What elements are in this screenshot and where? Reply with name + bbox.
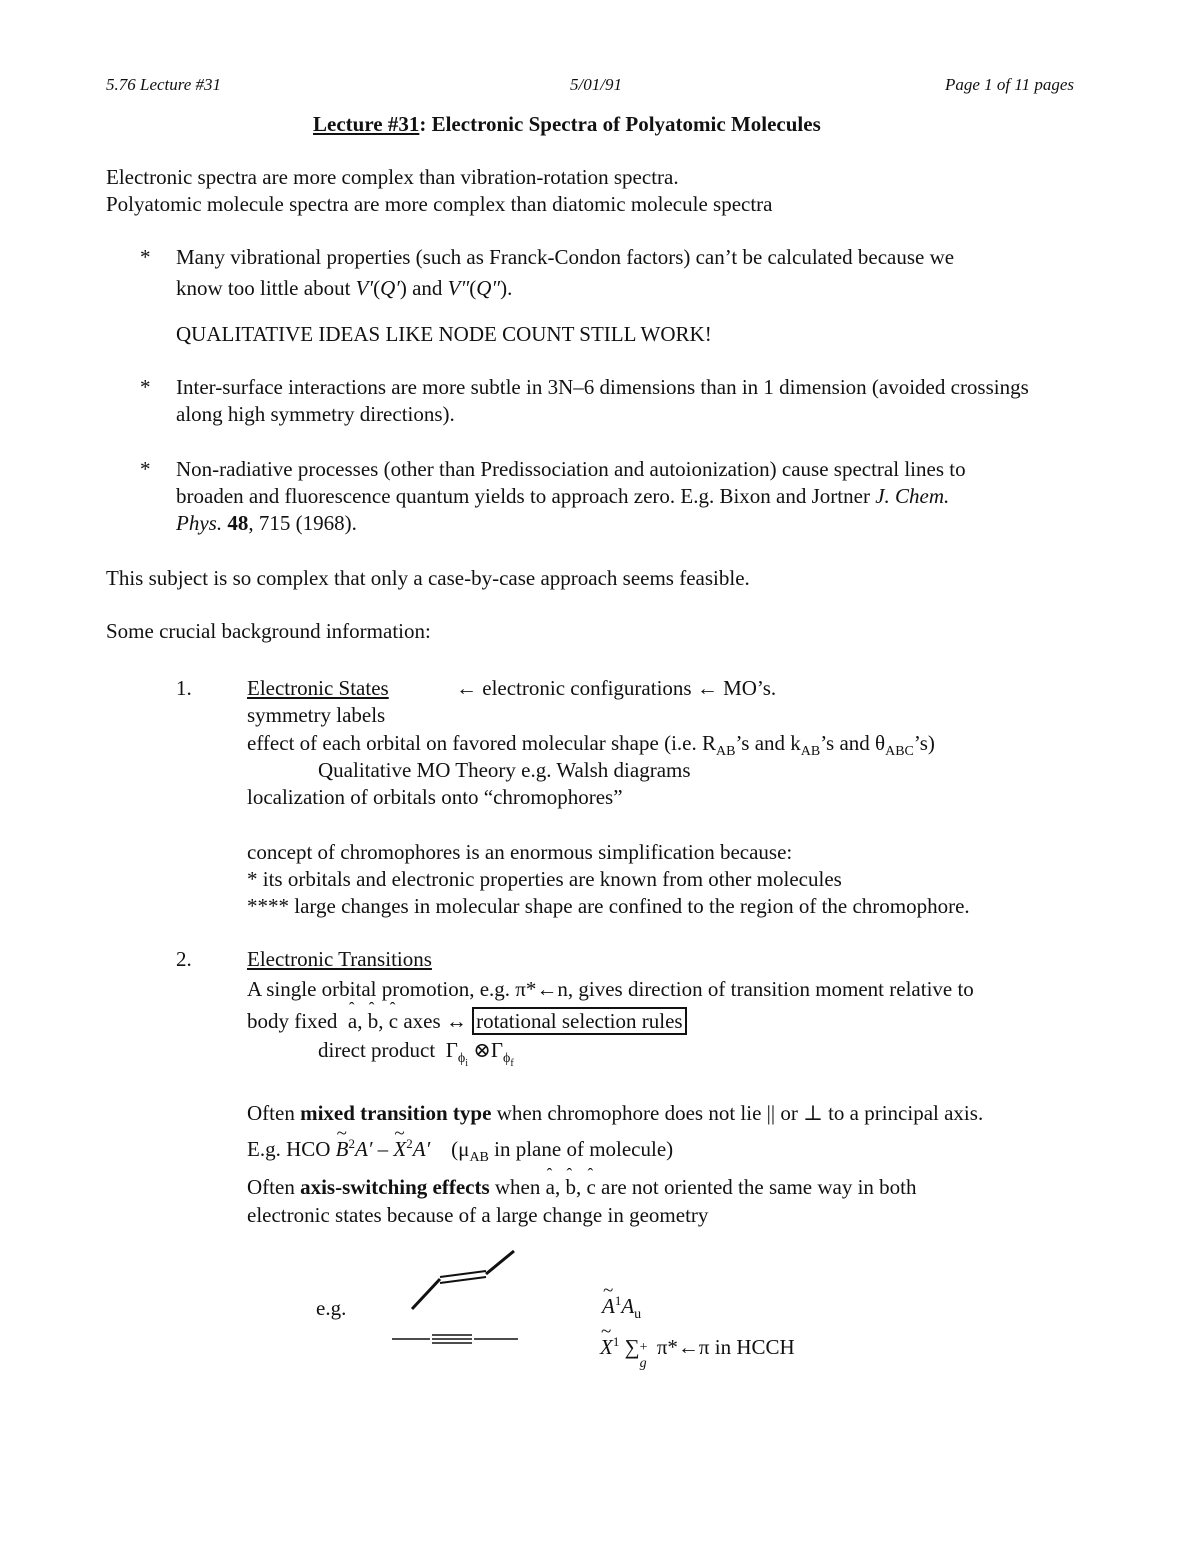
journal-volume: 48	[227, 511, 249, 535]
state-X-tilde-2: ~ X	[600, 1334, 613, 1361]
axis-b-hat: ˆ b	[368, 1008, 379, 1035]
molecule-diagram	[380, 1245, 540, 1355]
sup-2b: 2	[406, 1136, 413, 1151]
lower-sup: 1	[612, 1334, 620, 1349]
statement-2: Some crucial background information:	[106, 619, 431, 643]
section-1-line-2	[247, 730, 935, 760]
s2-axes: axes ↔	[403, 1009, 467, 1033]
bullet-1-line-1: Many vibrational properties (such as Franck-Condon factors) can’t be calculated because we	[176, 245, 955, 269]
coord-q-prime: Q′	[380, 276, 400, 300]
statement-1: This subject is so complex that only a case-by-case approach seems feasible.	[106, 566, 750, 590]
section-1-arrow-text: ← electronic configurations ← MO’s.	[456, 676, 777, 700]
s1-l2-d: ’s)	[913, 731, 935, 755]
bent-bond-right	[486, 1251, 514, 1274]
section-2-mixed	[247, 1100, 983, 1127]
bent-bond-left	[412, 1279, 440, 1309]
bent-double-bond-1	[440, 1271, 486, 1277]
axis-a-hat: ˆ a	[348, 1008, 357, 1035]
section-2-number: 2.	[176, 947, 192, 971]
section-2-line-1: A single orbital promotion, e.g. π*←n, gives direction of transition moment relative to	[247, 977, 974, 1001]
diagram-eg: e.g.	[316, 1296, 347, 1320]
otimes: ⊗	[473, 1038, 491, 1062]
axis-sw-c: when	[489, 1175, 541, 1199]
comma-4: ,	[575, 1175, 582, 1199]
axis-a-hat-2: ˆ a	[546, 1174, 555, 1201]
potential-v-double-prime: V″	[447, 276, 470, 300]
state-B-tilde: ~ B	[336, 1136, 349, 1163]
diagram-upper-state	[602, 1293, 642, 1323]
upper-sub: u	[634, 1307, 642, 1323]
s2-body-fixed: body fixed	[247, 1009, 338, 1033]
bullet-2-text: Inter-surface interactions are more subtle in 3N–6 dimensions than in 1 dimension (avoided crossings along high symmetry directions).	[176, 375, 1029, 427]
section-2-line-3	[318, 1037, 514, 1069]
bullet-1-end: .	[507, 276, 513, 300]
journal-name-1: J. Chem.	[875, 484, 950, 508]
axis-sw-tail: are not oriented the same way in both	[601, 1175, 917, 1199]
header-right: Page 1 of 11 pages	[945, 75, 1075, 94]
gamma-i: Γ	[445, 1038, 458, 1062]
phi-i: ϕ	[457, 1051, 466, 1067]
mixed-c: when chromophore does not lie || or ⊥ to a principal axis.	[491, 1101, 984, 1125]
s1-l2-b: ’s and k	[735, 731, 801, 755]
section-2-axis-switching-line-2: electronic states because of a large change in geometry	[247, 1203, 709, 1227]
s1-l2-sub-2: AB	[800, 744, 821, 760]
header-center: 5/01/91	[570, 75, 622, 94]
gamma-f: Γ	[490, 1038, 503, 1062]
mixed-a: Often	[247, 1101, 301, 1125]
intro-line-2: Polyatomic molecule spectra are more complex than diatomic molecule spectra	[106, 192, 773, 216]
upper-term: A	[621, 1294, 635, 1318]
mixed-bold: mixed transition type	[300, 1101, 492, 1125]
bullet-3-line-3	[176, 510, 357, 537]
section-1-number: 1.	[176, 676, 192, 700]
sigma-g: g	[639, 1356, 647, 1371]
sub-f: f	[510, 1057, 514, 1069]
s1-l2-c: ’s and θ	[820, 731, 886, 755]
section-1-line-6: * its orbitals and electronic properties are known from other molecules	[247, 867, 842, 891]
s1-l2-sub-3: ABC	[885, 744, 914, 760]
state-A-tilde: ~ A	[602, 1293, 615, 1320]
rotational-selection-rules-box: rotational selection rules	[472, 1007, 686, 1035]
diagram-lower-state	[600, 1334, 795, 1371]
eg-A1: A′ –	[355, 1137, 389, 1161]
header-left: 5.76 Lecture #31	[106, 75, 222, 94]
bullet-3-prefix: broaden and fluorescence quantum yields to approach zero. E.g. Bixon and Jortner	[176, 484, 870, 508]
sub-i: i	[465, 1057, 468, 1069]
s1-l2-a: effect of each orbital on favored molecular shape (i.e. R	[247, 731, 716, 755]
bullet-1-and: and	[412, 276, 443, 300]
comma-1: ,	[357, 1009, 363, 1033]
section-2-line-2	[247, 1008, 687, 1035]
bullet-1-caps: QUALITATIVE IDEAS LIKE NODE COUNT STILL WORK!	[176, 322, 712, 346]
bullet-marker-3: *	[140, 457, 151, 481]
bent-double-bond-2	[440, 1277, 486, 1283]
bullet-3-line-2	[176, 483, 949, 510]
mu-sub: AB	[469, 1150, 489, 1166]
lower-tail: π*←π in HCCH	[656, 1335, 795, 1359]
title-rest: : Electronic Spectra of Polyatomic Molecules	[419, 112, 821, 136]
section-1-line-5: concept of chromophores is an enormous simplification because:	[247, 840, 793, 864]
s1-l2-sub-1: AB	[715, 744, 736, 760]
bullet-marker-1: *	[140, 245, 151, 269]
phi-f: ϕ	[503, 1051, 511, 1067]
s2-direct-product: direct product	[318, 1038, 436, 1062]
eg-A2: A′	[412, 1137, 431, 1161]
section-2-eg-hco	[247, 1136, 674, 1166]
section-2-axis-switching	[247, 1174, 917, 1201]
section-2-heading: Electronic Transitions	[247, 947, 432, 971]
coord-q-double-prime: Q″	[476, 276, 501, 300]
bullet-1-line-2: know too little about V′(Q′) and V″(Q″).	[176, 276, 513, 300]
axis-c-hat-2: ˆ c	[586, 1174, 595, 1201]
section-1-line-4: localization of orbitals onto “chromophores”	[247, 785, 623, 809]
mu: (μ	[451, 1137, 470, 1161]
axis-sw-a: Often	[247, 1175, 301, 1199]
sigma: ∑	[624, 1335, 640, 1359]
section-1-line-7: **** large changes in molecular shape are confined to the region of the chromophore.	[247, 894, 970, 918]
section-1-line-3: Qualitative MO Theory e.g. Walsh diagrams	[318, 758, 691, 782]
page-title	[313, 111, 821, 138]
title-lecture-number: Lecture #31	[313, 112, 420, 136]
bullet-3-line-1: Non-radiative processes (other than Predissociation and autoionization) cause spectral lines to	[176, 457, 966, 481]
potential-v-prime: V′	[355, 276, 374, 300]
comma-3: ,	[554, 1175, 561, 1199]
axis-sw-bold: axis-switching effects	[300, 1175, 490, 1199]
section-1-heading: Electronic States	[247, 676, 389, 700]
bullet-1-prefix: know too little about	[176, 276, 351, 300]
intro-line-1: Electronic spectra are more complex than vibration-rotation spectra.	[106, 165, 679, 189]
section-1-line-1: symmetry labels	[247, 703, 386, 727]
comma-2: ,	[378, 1009, 384, 1033]
eg-tail: in plane of molecule)	[488, 1137, 674, 1161]
state-X-tilde: ~ X	[393, 1136, 406, 1163]
sup-2a: 2	[348, 1136, 355, 1151]
journal-pages: , 715 (1968).	[248, 511, 357, 535]
axis-c-hat: ˆ c	[389, 1008, 398, 1035]
sigma-plus: +	[639, 1340, 648, 1355]
upper-sup: 1	[614, 1293, 622, 1308]
bullet-marker-2: *	[140, 375, 151, 399]
journal-name-2: Phys.	[176, 511, 223, 535]
axis-b-hat-2: ˆ b	[565, 1174, 576, 1201]
eg-prefix: E.g. HCO	[247, 1137, 331, 1161]
